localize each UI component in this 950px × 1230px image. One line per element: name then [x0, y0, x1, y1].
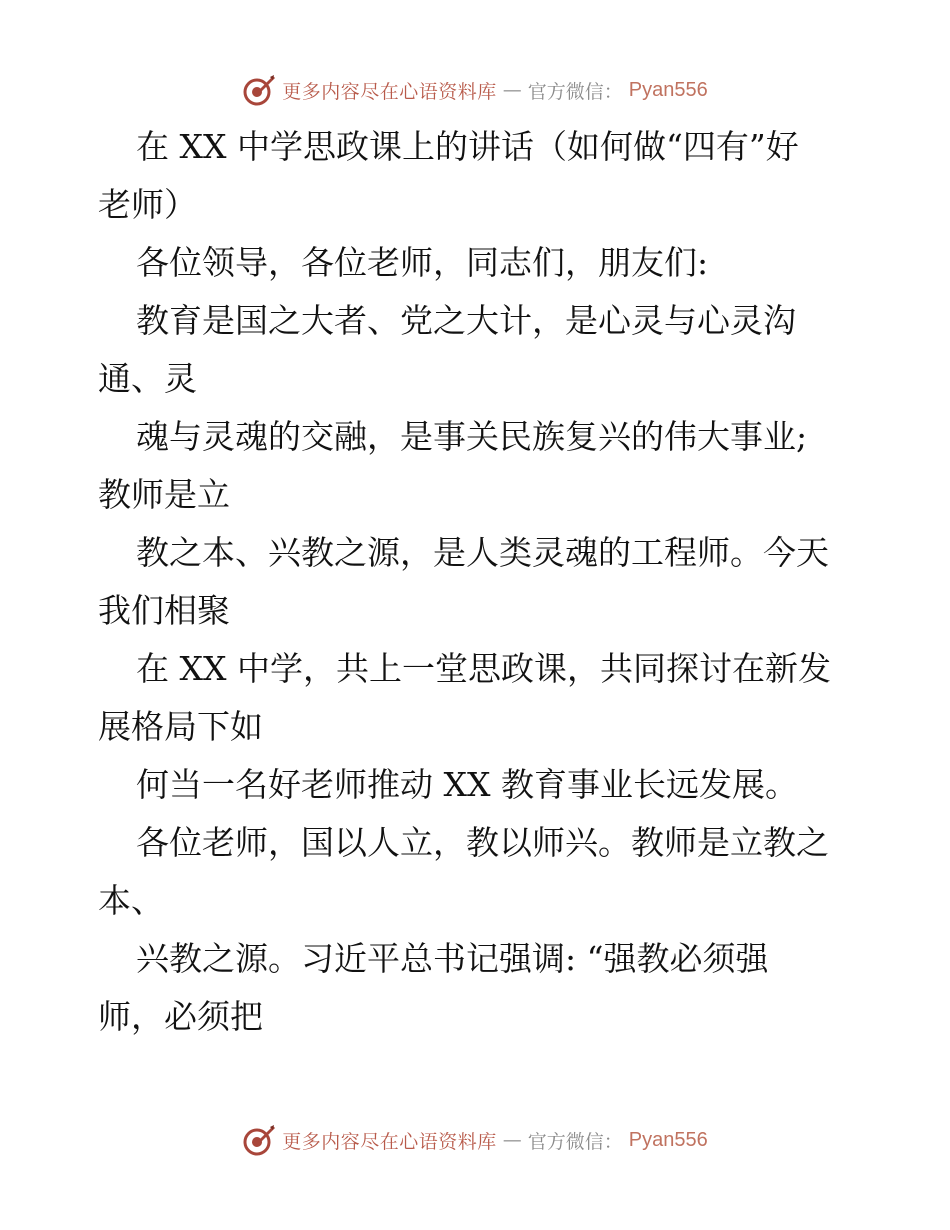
quill-seal-icon [242, 73, 276, 107]
paragraph-line: 师，必须把 [98, 997, 263, 1036]
paragraph-line: 通、灵 [98, 359, 197, 398]
quill-seal-icon [242, 1123, 276, 1157]
watermark-text: 更多内容尽在心语资料库 [282, 80, 497, 103]
paragraph-line: 展格局下如 [98, 707, 263, 746]
paragraph-line: 兴教之源。习近平总书记强调: “强教必须强 [136, 939, 769, 978]
paragraph-line: 何当一名好老师推动 XX 教育事业长远发展。 [136, 765, 798, 804]
paragraph-line: 在 XX 中学，共上一堂思政课，共同探讨在新发 [136, 649, 831, 688]
greeting-line: 各位领导，各位老师，同志们，朋友们: [136, 243, 709, 282]
watermark-wechat-id: Pyan556 [628, 1128, 708, 1151]
paragraph-line: 教育是国之大者、党之大计，是心灵与心灵沟 [136, 301, 796, 340]
paragraph-line: 各位老师，国以人立，教以师兴。教师是立教之 [136, 823, 829, 862]
watermark-wechat-label: 官方微信： [527, 1130, 623, 1153]
title-line-2: 老师） [98, 185, 197, 224]
document-body [98, 118, 858, 1046]
watermark-wechat-id: Pyan556 [628, 78, 708, 101]
title-line-1: 在 XX 中学思政课上的讲话（如何做“四有”好 [136, 127, 799, 166]
paragraph-line: 我们相聚 [98, 591, 230, 630]
paragraph-line: 魂与灵魂的交融，是事关民族复兴的伟大事业; [136, 417, 808, 456]
watermark-dash: — [502, 1129, 522, 1151]
paragraph-line: 教之本、兴教之源，是人类灵魂的工程师。今天 [136, 533, 829, 572]
paragraph-line: 本、 [98, 881, 164, 920]
watermark-dash: — [502, 79, 522, 101]
footer-watermark [0, 1120, 950, 1160]
paragraph-line: 教师是立 [98, 475, 230, 514]
watermark-wechat-label: 官方微信： [527, 80, 623, 103]
watermark-text: 更多内容尽在心语资料库 [282, 1130, 497, 1153]
header-watermark [0, 70, 950, 110]
